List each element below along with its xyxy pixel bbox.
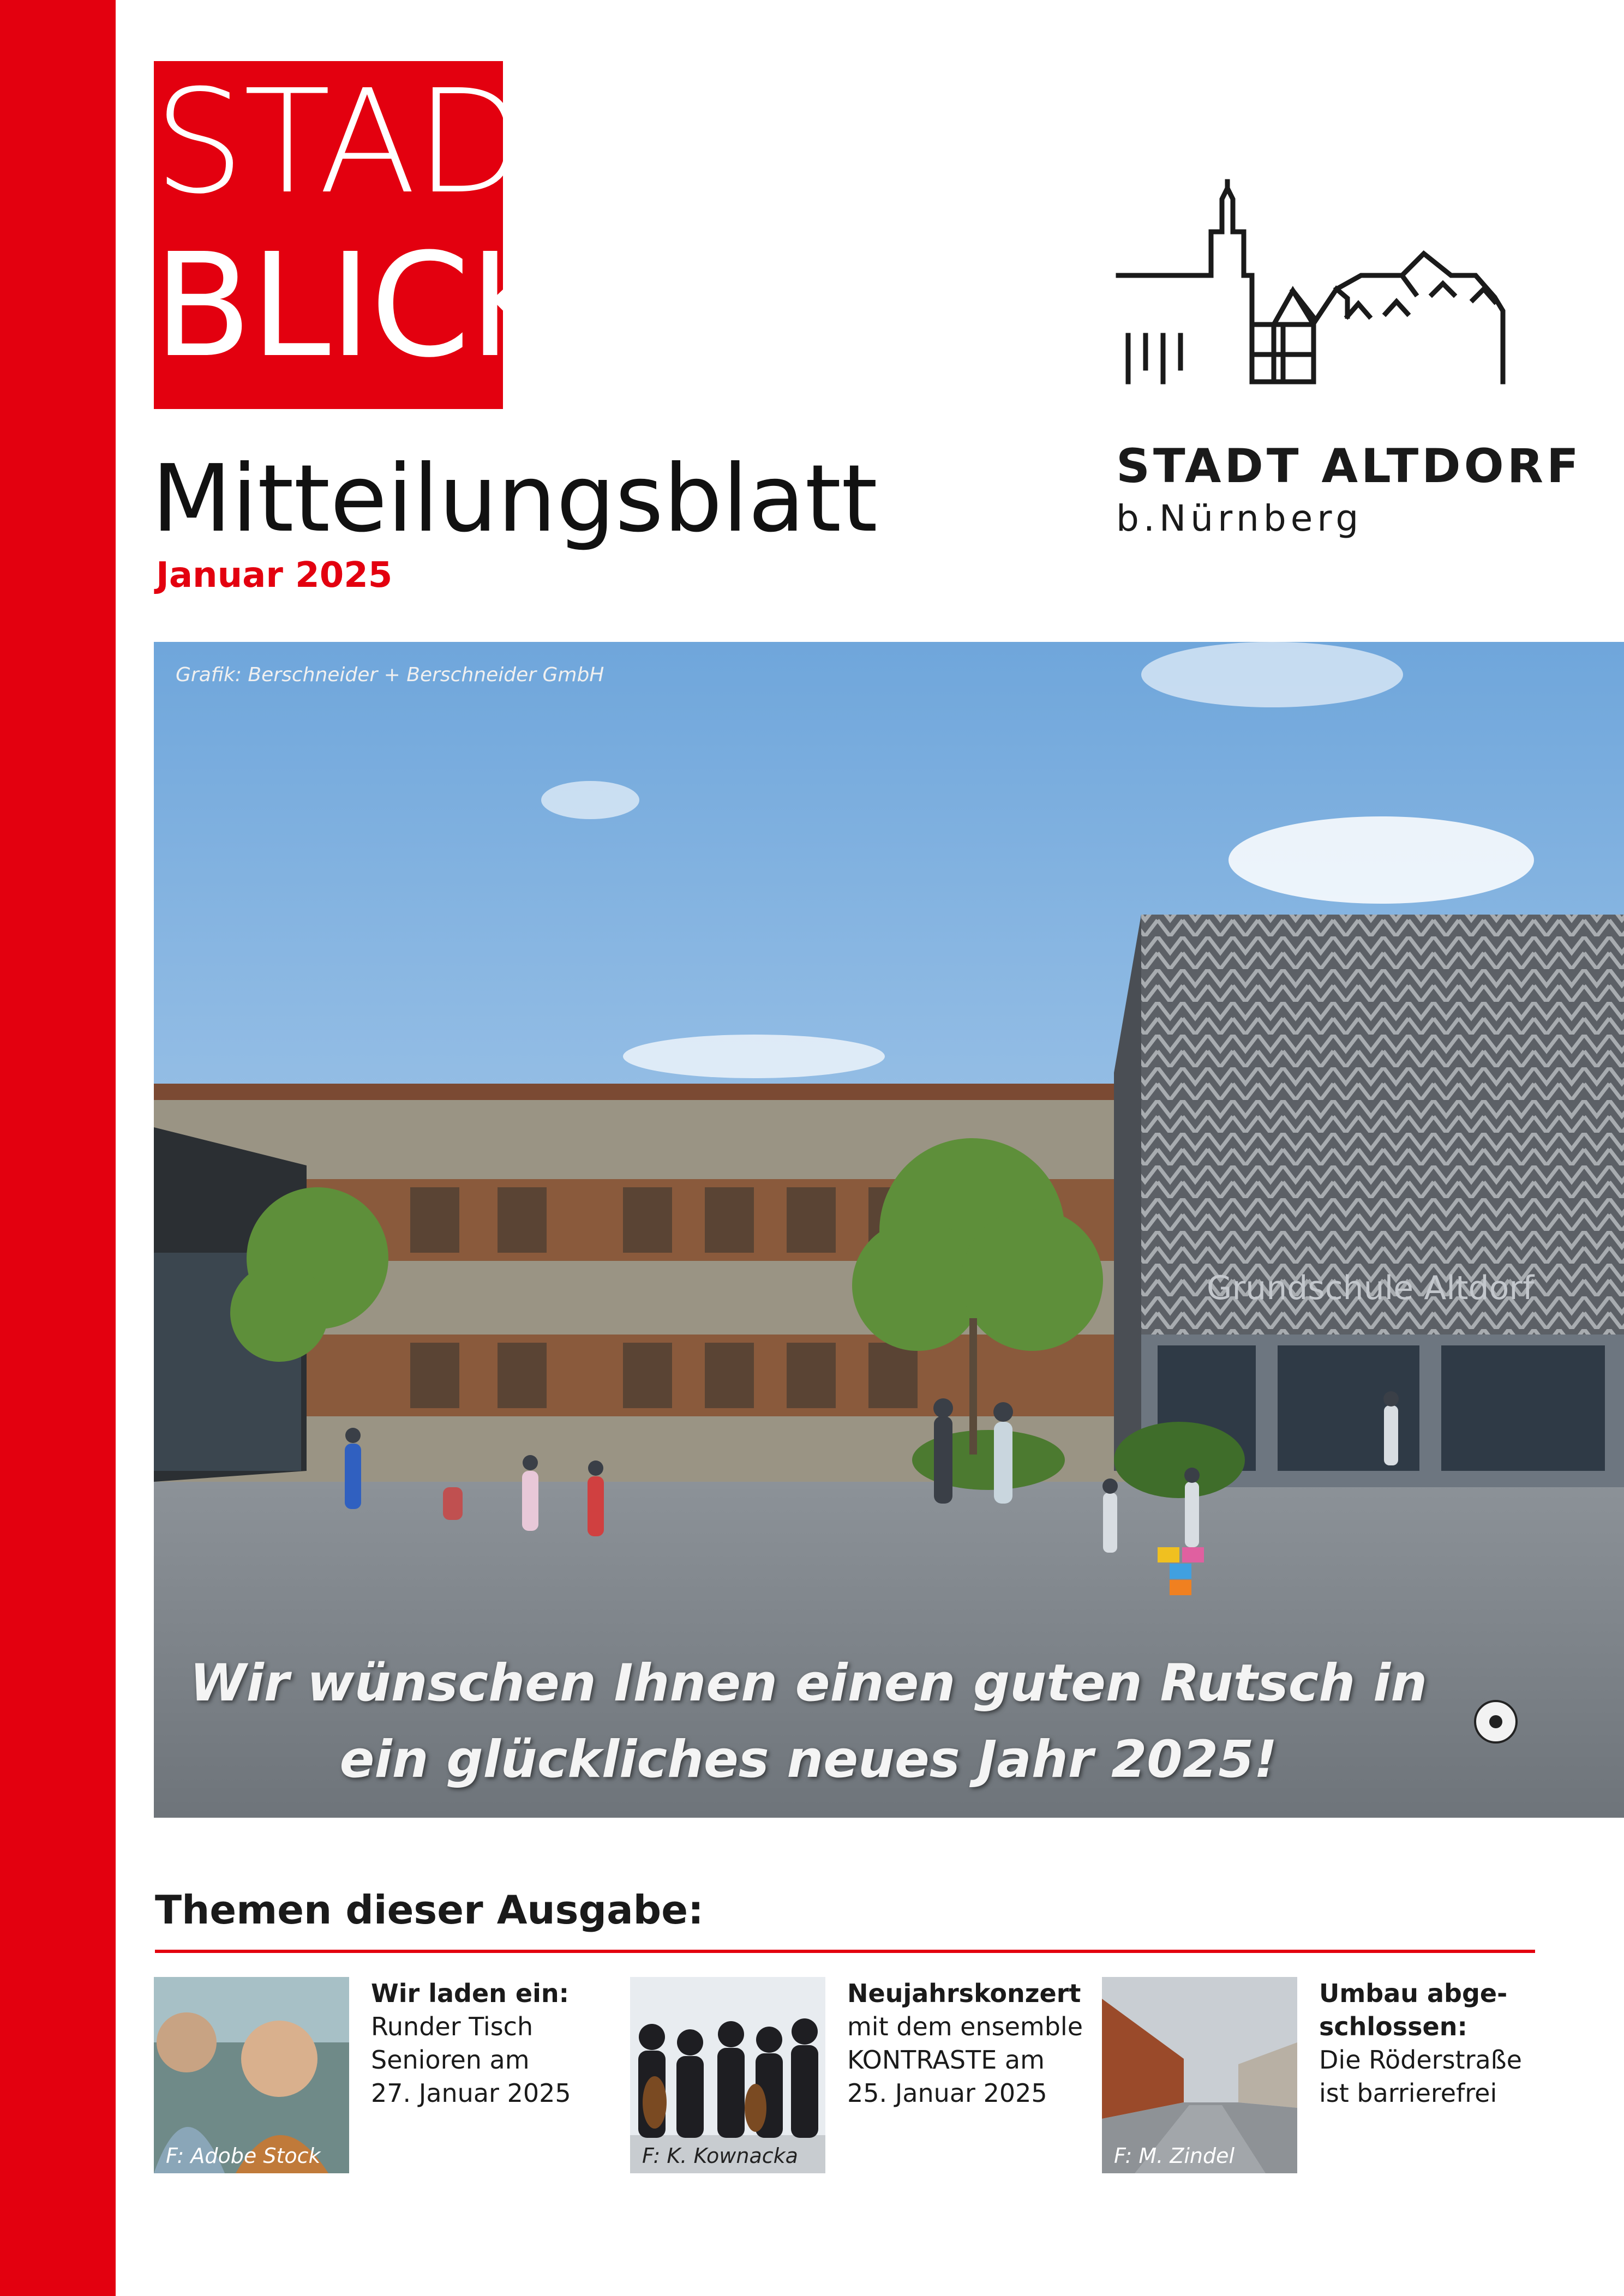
topic-line: Runder Tisch [371, 2012, 534, 2041]
topic-thumbnail [630, 1977, 825, 2173]
greeting-line-2: ein glückliches neues Jahr 2025! [339, 1730, 1278, 1789]
topic-text [371, 1977, 622, 2110]
school-rendering [154, 642, 1624, 1818]
city-subtitle: b.Nürnberg [1116, 497, 1363, 539]
thumbnail-credit: F: K. Kownacka [642, 2144, 798, 2168]
topic-line: 27. Januar 2025 [371, 2078, 571, 2108]
logo-line-blick: BLICK [154, 223, 562, 389]
hero-credit: Grafik: Berschneider + Berschneider GmbH [176, 664, 604, 686]
altdorf-skyline-logo [1113, 177, 1522, 395]
issue-date: Januar 2025 [156, 555, 393, 596]
topic-title: Neujahrskonzert [847, 1979, 1081, 2008]
topic-title: Umbau abge- [1319, 1979, 1508, 2008]
topic-title-continued: schlossen: [1319, 2012, 1467, 2041]
city-name: STADT ALTDORF [1116, 439, 1582, 494]
topic-line: 25. Januar 2025 [847, 2078, 1047, 2108]
topic-line: ist barrierefrei [1319, 2078, 1497, 2108]
topic-text [847, 1977, 1098, 2110]
topics-divider [155, 1950, 1535, 1953]
topic-line: KONTRASTE am [847, 2045, 1045, 2075]
topic-thumbnail [1102, 1977, 1297, 2173]
publication-title: Mitteilungsblatt [152, 445, 878, 553]
topic-text [1319, 1977, 1570, 2110]
greeting-line-1: Wir wünschen Ihnen einen guten Rutsch in [189, 1654, 1428, 1713]
hero-image [154, 642, 1624, 1818]
topic-line: Die Röderstraße [1319, 2045, 1522, 2075]
topic-thumbnail [154, 1977, 349, 2173]
topics-heading: Themen dieser Ausgabe: [155, 1887, 704, 1933]
red-side-bar [0, 0, 116, 2296]
thumbnail-credit: F: M. Zindel [1114, 2144, 1235, 2168]
facade-lettering: Grundschule Altdorf [1207, 1269, 1535, 1307]
thumbnail-credit: F: Adobe Stock [166, 2144, 321, 2168]
topic-line: mit dem ensemble [847, 2012, 1083, 2041]
stadtblick-logo [154, 59, 611, 409]
topic-title: Wir laden ein: [371, 1979, 570, 2008]
logo-line-stadt: STADT [154, 59, 611, 225]
topic-line: Senioren am [371, 2045, 530, 2075]
